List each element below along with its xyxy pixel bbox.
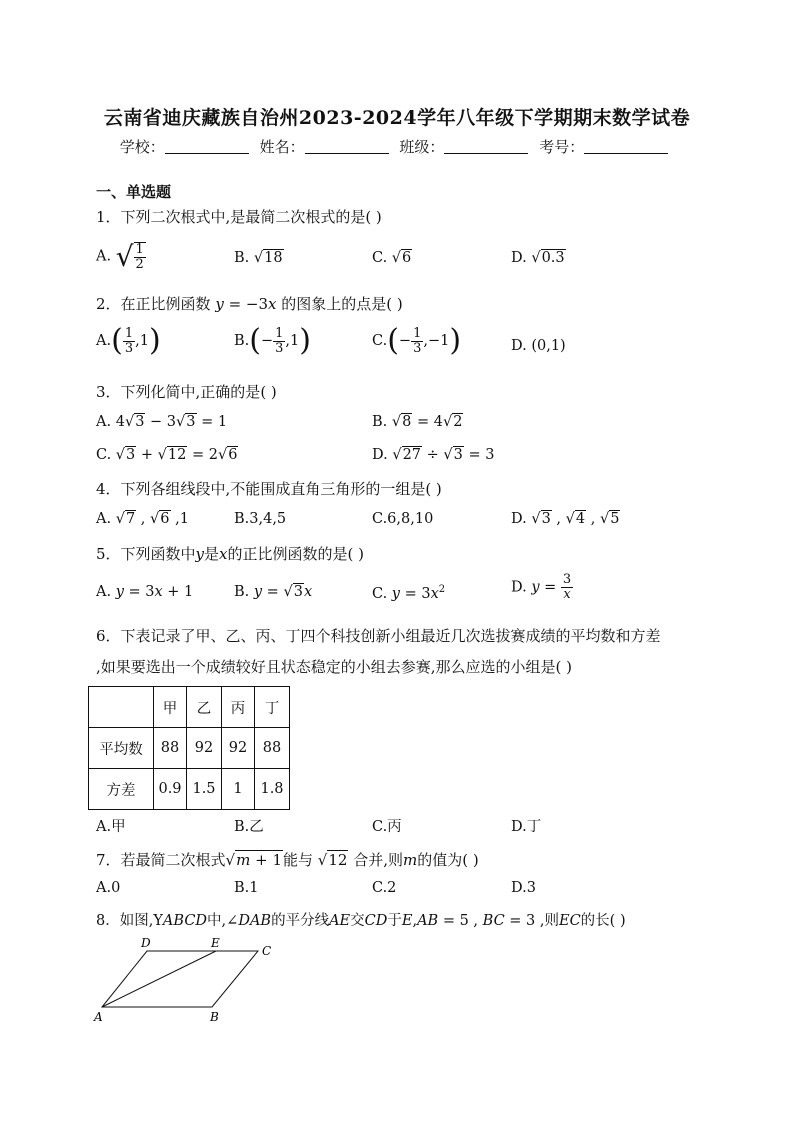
q6-option-a[interactable]: A.甲 bbox=[96, 819, 126, 835]
table-cell: 1.8 bbox=[255, 769, 290, 810]
q6-option-b[interactable]: B.乙 bbox=[234, 819, 264, 835]
question-5: 5．下列函数中y是x的正比例函数的是( ) bbox=[96, 545, 364, 563]
number-blank[interactable] bbox=[584, 139, 668, 154]
q1-option-d[interactable]: D. √0.3 bbox=[511, 250, 565, 266]
class-label: 班级： bbox=[399, 138, 445, 156]
name-blank[interactable] bbox=[305, 139, 389, 154]
table-cell: 平均数 bbox=[89, 728, 154, 769]
q4-option-d[interactable]: D. √3 , √4 , √5 bbox=[511, 511, 620, 527]
table-cell: 1 bbox=[222, 769, 255, 810]
question-1: 1．下列二次根式中,是最简二次根式的是( ) bbox=[96, 208, 382, 226]
score-table bbox=[88, 686, 290, 810]
table-cell: 88 bbox=[255, 728, 290, 769]
school-label: 学校： bbox=[119, 138, 165, 156]
q1-option-a[interactable]: A. √ $\frac{1}{2}$ bbox=[96, 240, 144, 273]
label-c: C bbox=[262, 944, 272, 958]
bisector-ae bbox=[102, 951, 216, 1007]
q3-option-a[interactable]: A. 4√3 − 3√3 = 1 bbox=[96, 414, 228, 430]
q3-option-c[interactable]: C. √3 + √12 = 2√6 bbox=[96, 447, 238, 463]
school-blank[interactable] bbox=[165, 139, 249, 154]
table-cell: 88 bbox=[154, 728, 187, 769]
label-b: B bbox=[210, 1010, 219, 1024]
q7-option-d[interactable]: D.3 bbox=[511, 880, 536, 896]
q5-option-a[interactable]: A. y = 3x + 1 bbox=[96, 584, 194, 600]
class-blank[interactable] bbox=[444, 139, 528, 154]
question-4: 4．下列各组线段中,不能围成直角三角形的一组是( ) bbox=[96, 480, 442, 498]
table-cell: 1.5 bbox=[187, 769, 222, 810]
question-6-line-2: ,如果要选出一个成绩较好且状态稳定的小组去参赛,那么应选的小组是( ) bbox=[96, 658, 573, 676]
question-8: 8．如图,YABCD中,∠DAB的平分线AE交CD于E,AB = 5 , BC = 3 ,则EC的长( ) bbox=[96, 913, 626, 929]
q7-option-a[interactable]: A.0 bbox=[96, 880, 121, 896]
q2-option-c[interactable]: C.(− $\frac{1}{3}$ ,−1) bbox=[372, 323, 462, 358]
name-label: 姓名： bbox=[259, 138, 305, 156]
q4-option-c[interactable]: C.6,8,10 bbox=[372, 511, 434, 527]
table-header: 丙 bbox=[222, 687, 255, 728]
label-e: E bbox=[211, 936, 220, 950]
label-d: D bbox=[141, 936, 151, 950]
table-header: 甲 bbox=[154, 687, 187, 728]
q1-option-b[interactable]: B. √18 bbox=[234, 250, 283, 266]
q5-option-b[interactable]: B. y = √3x bbox=[234, 584, 313, 600]
q3-option-b[interactable]: B. √8 = 4√2 bbox=[372, 414, 463, 430]
q1-option-c[interactable]: C. √6 bbox=[372, 250, 412, 266]
table-cell bbox=[89, 687, 154, 728]
q2-option-d[interactable]: D. (0,1) bbox=[511, 338, 566, 354]
table-cell: 92 bbox=[222, 728, 255, 769]
q6-option-c[interactable]: C.丙 bbox=[372, 819, 402, 835]
table-header: 丁 bbox=[255, 687, 290, 728]
parallelogram-figure bbox=[92, 935, 282, 1027]
q7-option-c[interactable]: C.2 bbox=[372, 880, 397, 896]
q3-option-d[interactable]: D. √27 ÷ √3 = 3 bbox=[372, 447, 495, 463]
table-cell: 方差 bbox=[89, 769, 154, 810]
question-2: 2．在正比例函数 y = −3x 的图象上的点是( ) bbox=[96, 295, 403, 313]
student-info-line bbox=[0, 136, 794, 157]
table-row bbox=[89, 769, 290, 810]
label-a: A bbox=[94, 1010, 103, 1024]
question-7: 7．若最简二次根式√m + 1能与 √12 合并,则m的值为( ) bbox=[96, 851, 479, 869]
q2-option-b[interactable]: B.(− $\frac{1}{3}$ ,1) bbox=[234, 323, 311, 358]
table-cell: 0.9 bbox=[154, 769, 187, 810]
question-6-line-1: 6．下表记录了甲、乙、丙、丁四个科技创新小组最近几次选拔赛成绩的平均数和方差 bbox=[96, 627, 661, 645]
q6-option-d[interactable]: D.丁 bbox=[511, 819, 542, 835]
q4-option-b[interactable]: B.3,4,5 bbox=[234, 511, 287, 527]
q4-option-a[interactable]: A. √7 , √6 ,1 bbox=[96, 511, 189, 527]
table-header: 乙 bbox=[187, 687, 222, 728]
q2-option-a[interactable]: A.( $\frac{1}{3}$ ,1) bbox=[96, 323, 161, 358]
question-3: 3．下列化简中,正确的是( ) bbox=[96, 383, 277, 401]
parallelogram-outline bbox=[102, 951, 258, 1007]
page-title: 云南省迪庆藏族自治州2023-2024学年八年级下学期期末数学试卷 bbox=[103, 107, 691, 129]
q5-option-d[interactable]: D. y = $\frac{3}{x}$ bbox=[511, 572, 572, 602]
table-row bbox=[89, 728, 290, 769]
q5-option-c[interactable]: C. $y = 3x^2$ bbox=[372, 584, 446, 602]
table-header-row bbox=[89, 687, 290, 728]
q7-option-b[interactable]: B.1 bbox=[234, 880, 259, 896]
section-heading: 一、单选题 bbox=[96, 183, 172, 201]
number-label: 考号： bbox=[539, 138, 585, 156]
table-cell: 92 bbox=[187, 728, 222, 769]
